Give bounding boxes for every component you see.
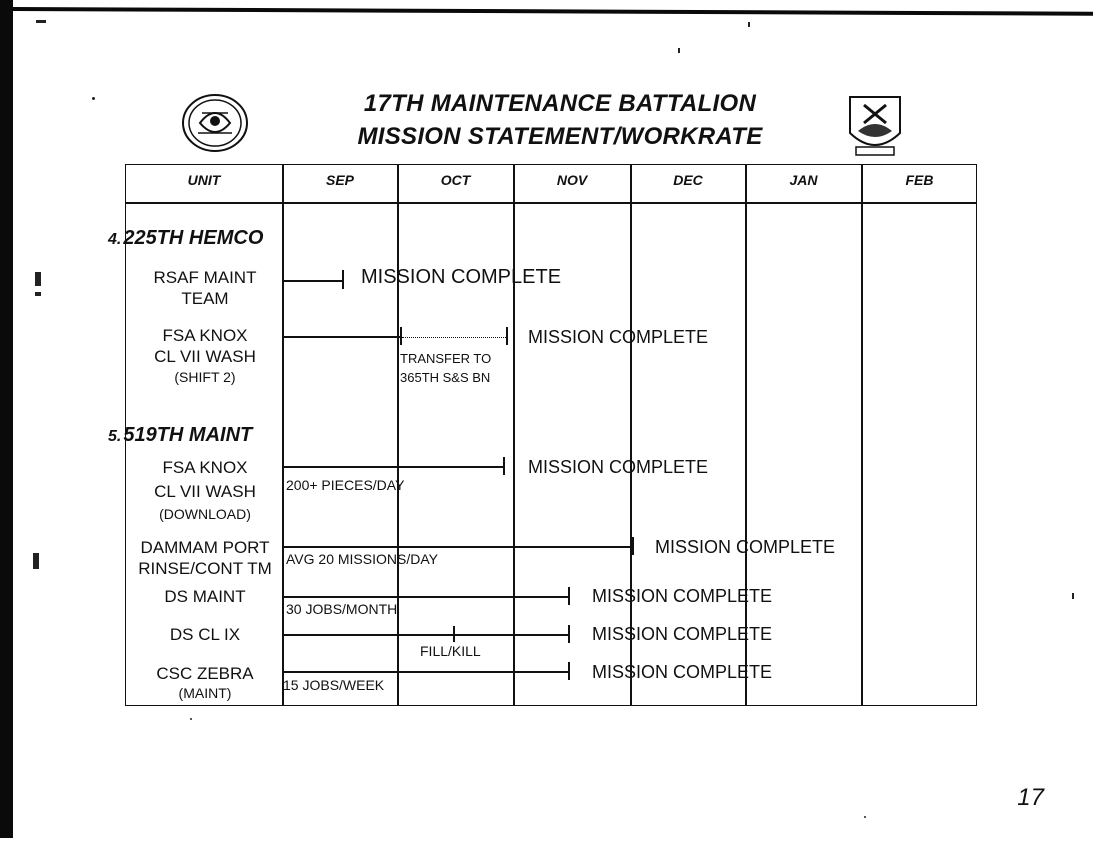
status-mission-complete: MISSION COMPLETE	[592, 586, 773, 606]
note-line: 365TH S&S BN	[400, 370, 491, 385]
unit-dammam-port	[128, 537, 282, 579]
status-mission-complete: MISSION COMPLETE	[528, 457, 709, 477]
scan-speck	[92, 97, 95, 100]
unit-csc-zebra: CSC ZEBRA	[156, 664, 254, 683]
column-header-sep: SEP	[325, 172, 354, 188]
unit-fsa-knox-shift: (SHIFT 2)	[174, 369, 236, 385]
rate-label: AVG 20 MISSIONS/DAY	[286, 551, 438, 567]
unit-fsa-knox-download	[130, 456, 280, 504]
unit-ds-cl-ix: DS CL IX	[169, 625, 241, 644]
status-mission-complete: MISSION COMPLETE	[592, 662, 773, 682]
battalion-crest-emblem	[846, 93, 904, 159]
timeline-bar	[284, 596, 569, 598]
scan-top-rule	[13, 7, 1093, 16]
scan-speck	[678, 48, 680, 53]
unit-line: CL VII WASH	[154, 347, 256, 366]
timeline-end-tick	[632, 537, 634, 555]
section-name: 225TH HEMCO	[123, 227, 264, 249]
timeline-end-tick	[568, 662, 570, 680]
rate-label: 15 JOBS/WEEK	[283, 677, 385, 693]
timeline-bar	[284, 634, 569, 636]
scan-mark	[36, 20, 46, 23]
timeline-end-tick	[506, 327, 508, 345]
timeline-bar	[284, 671, 569, 673]
timeline-dotted-bar	[402, 337, 506, 338]
column-header-dec: DEC	[673, 172, 703, 188]
scan-speck	[190, 718, 192, 720]
timeline-end-tick	[342, 270, 344, 289]
timeline-bar	[284, 336, 400, 338]
column-divider	[397, 164, 399, 706]
timeline-bar	[284, 466, 504, 468]
column-divider	[861, 164, 863, 706]
unit-line: CL VII WASH	[154, 482, 256, 501]
unit-line: RSAF MAINT	[153, 268, 257, 287]
timeline-end-tick	[568, 625, 570, 643]
unit-seal-emblem	[180, 93, 250, 153]
scan-mark	[35, 272, 41, 286]
unit-line: RINSE/CONT TM	[138, 559, 272, 578]
section-heading-519th-maint	[108, 424, 252, 447]
section-name: 519TH MAINT	[123, 424, 253, 446]
column-header-oct: OCT	[440, 172, 471, 188]
note-transfer	[400, 349, 491, 387]
timeline-tick	[453, 626, 455, 642]
column-divider	[282, 164, 284, 706]
status-mission-complete: MISSION COMPLETE	[655, 537, 836, 557]
column-header-feb: FEB	[905, 172, 934, 188]
section-heading-225th-hemco	[108, 227, 263, 250]
unit-line: TEAM	[181, 289, 229, 308]
unit-rsaf-maint-team	[130, 267, 280, 309]
rate-label: 200+ PIECES/DAY	[286, 477, 405, 493]
note-fill-kill: FILL/KILL	[420, 643, 481, 659]
unit-line: FSA KNOX	[162, 326, 248, 345]
section-number: 4.	[108, 231, 122, 248]
scan-speck	[748, 22, 750, 27]
scan-edge-bar	[0, 0, 13, 838]
scan-mark	[35, 292, 41, 296]
timeline-bar	[284, 546, 632, 548]
status-mission-complete: MISSION COMPLETE	[528, 327, 709, 347]
timeline-end-tick	[503, 457, 505, 475]
title-line-1: 17TH MAINTENANCE BATTALION	[363, 90, 757, 117]
unit-fsa-knox-download-sub: (DOWNLOAD)	[159, 506, 251, 522]
unit-ds-maint: DS MAINT	[164, 587, 246, 606]
unit-line: DAMMAM PORT	[140, 538, 270, 557]
column-divider	[513, 164, 515, 706]
column-header-jan: JAN	[789, 172, 818, 188]
header-divider	[125, 202, 977, 204]
scan-speck	[1072, 593, 1074, 599]
rate-label: 30 JOBS/MONTH	[286, 601, 398, 617]
unit-csc-zebra-sub: (MAINT)	[178, 685, 232, 701]
note-line: TRANSFER TO	[400, 351, 492, 366]
timeline-tick	[400, 327, 402, 345]
scan-speck	[864, 816, 866, 818]
page-number: 17	[1017, 784, 1044, 811]
status-mission-complete: MISSION COMPLETE	[361, 266, 562, 288]
unit-fsa-knox-shift-2	[130, 325, 280, 367]
title-line-2: MISSION STATEMENT/WORKRATE	[357, 123, 763, 150]
status-mission-complete: MISSION COMPLETE	[592, 624, 773, 644]
section-number: 5.	[108, 428, 122, 445]
timeline-end-tick	[568, 587, 570, 605]
column-header-unit: UNIT	[187, 172, 221, 188]
timeline-bar	[284, 280, 342, 282]
scan-mark	[33, 553, 39, 569]
unit-line: FSA KNOX	[162, 458, 248, 477]
column-header-nov: NOV	[556, 172, 588, 188]
